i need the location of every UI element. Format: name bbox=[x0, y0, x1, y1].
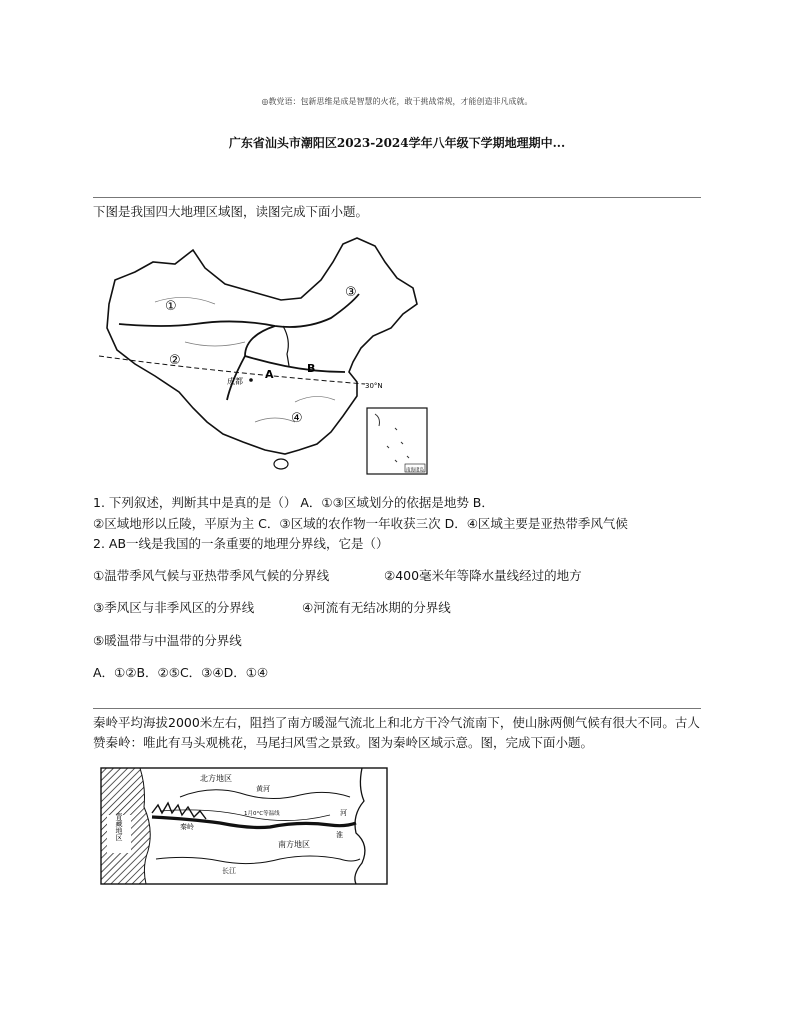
line-label-b: B bbox=[307, 362, 316, 375]
inset-caption: 南海诸岛 bbox=[406, 468, 424, 473]
qinling-region-map bbox=[100, 767, 388, 885]
isotherm-label: 1月0°C等温线 bbox=[244, 811, 280, 817]
section1-intro: 下图是我国四大地理区域图，读图完成下面小题。 bbox=[93, 204, 369, 219]
divider-top bbox=[93, 197, 701, 198]
region-1-label: ① bbox=[165, 299, 177, 314]
hainan-island bbox=[274, 459, 288, 469]
plateau-label: 青藏地区 bbox=[115, 813, 123, 841]
north-region-label: 北方地区 bbox=[200, 774, 232, 783]
option-5: ⑤暖温带与中温带的分界线 bbox=[93, 633, 242, 648]
region-2-label: ② bbox=[169, 353, 181, 368]
divider-middle bbox=[93, 708, 701, 709]
region-3-label: ③ bbox=[345, 285, 357, 300]
qinling-label: 秦岭 bbox=[180, 823, 194, 831]
motto-text: ◎教党语：包新思维是成是智慧的火花，敢于挑战常规，才能创造非凡成就。 bbox=[261, 97, 533, 106]
option-4: ④河流有无结冰期的分界线 bbox=[302, 600, 451, 615]
question-2: 2. AB一线是我国的一条重要的地理分界线，它是（） bbox=[93, 536, 389, 551]
huai-label: 淮 bbox=[336, 831, 343, 839]
china-regions-map bbox=[95, 232, 440, 482]
region-4-label: ④ bbox=[291, 411, 303, 426]
option-3: ③季风区与非季风区的分界线 bbox=[93, 600, 255, 615]
option-2: ②400毫米年等降水量线经过的地方 bbox=[384, 568, 582, 583]
option-1: ①温带季风气候与亚热带季风气候的分界线 bbox=[93, 568, 330, 583]
question-1-line-1: 1. 下列叙述，判断其中是真的是（） A．①③区域划分的依据是地势 B． bbox=[93, 495, 494, 510]
latitude-label: 30°N bbox=[365, 382, 383, 390]
question-1-line-2: ②区域地形以丘陵，平原为主 C．③区域的农作物一年收获三次 D．④区域主要是亚热带季风气候 bbox=[93, 516, 628, 531]
page-title: 广东省汕头市潮阳区2023-2024学年八年级下学期地理期中... bbox=[228, 136, 566, 150]
yangtze-label: 长江 bbox=[222, 867, 236, 875]
city-label-chengdu: 成都 bbox=[227, 377, 243, 386]
yellow-river-label: 黄河 bbox=[256, 785, 270, 793]
section2-intro: 秦岭平均海拔2000米左右，阻挡了南方暖湿气流北上和北方干冷气流南下，使山脉两侧气候有很大不同。古人赞秦岭：唯此有马头观桃花，马尾扫风雪之景致。图为秦岭区域示意。图，完成下面小题。 bbox=[93, 715, 700, 750]
south-region-label: 南方地区 bbox=[278, 840, 310, 849]
city-dot bbox=[249, 378, 253, 382]
answer-choices: A．①②B．②⑤C．③④D．①④ bbox=[93, 665, 269, 680]
huai-river-label: 河 bbox=[340, 809, 347, 817]
line-label-a: A bbox=[265, 368, 274, 381]
